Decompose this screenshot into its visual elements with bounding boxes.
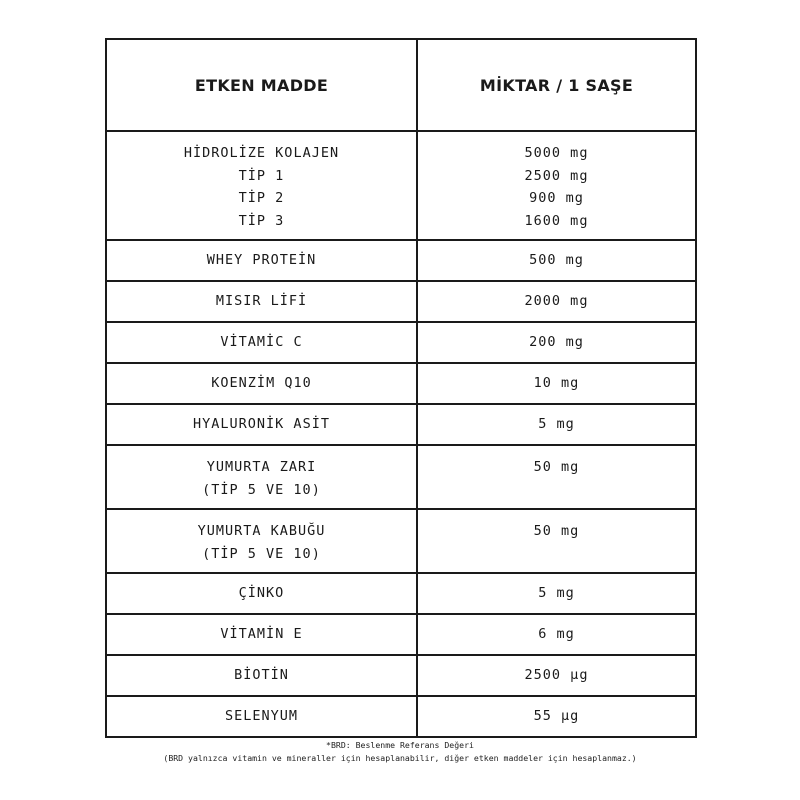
amount-cell (417, 363, 696, 404)
ingredient-text: MISIR LİFİ (215, 293, 308, 310)
table-row (106, 445, 696, 509)
table-row (106, 131, 696, 240)
amount-text: 5 mg (538, 585, 575, 602)
table-row (106, 363, 696, 404)
amount-cell (417, 404, 696, 445)
ingredient-cell (106, 322, 417, 363)
amount-cell (417, 322, 696, 363)
ingredient-text: (TİP 5 VE 10) (202, 481, 321, 498)
ingredient-cell (106, 614, 417, 655)
header-amount: MİKTAR / 1 SAŞE (417, 39, 696, 131)
ingredient-cell (106, 509, 417, 573)
amount-text: 5 mg (538, 416, 575, 433)
ingredient-text: HİDROLİZE KOLAJEN (183, 145, 340, 161)
ingredient-cell (106, 281, 417, 322)
footnotes (0, 739, 800, 765)
ingredient-text: HYALURONİK ASİT (193, 416, 330, 433)
amount-cell (417, 655, 696, 696)
ingredient-text: TİP 2 (238, 190, 285, 206)
ingredient-text: VİTAMİC C (220, 334, 303, 351)
ingredient-cell (106, 573, 417, 614)
amount-cell (417, 614, 696, 655)
amount-text: 50 mg (533, 459, 580, 475)
amount-text: 1600 mg (524, 212, 589, 229)
ingredients-table (105, 38, 697, 738)
table-row (106, 655, 696, 696)
ingredient-text: ÇİNKO (238, 585, 285, 602)
amount-cell (417, 131, 696, 240)
table-row (106, 614, 696, 655)
amount-text: 10 mg (533, 375, 580, 392)
table-row (106, 696, 696, 737)
amount-cell (417, 696, 696, 737)
ingredient-cell (106, 696, 417, 737)
amount-text: 200 mg (529, 334, 584, 351)
ingredient-cell (106, 240, 417, 281)
amount-cell (417, 281, 696, 322)
ingredient-text: SELENYUM (224, 708, 299, 725)
ingredient-text: WHEY PROTEİN (206, 252, 317, 269)
ingredient-text: BİOTİN (234, 667, 289, 684)
amount-text: 6 mg (538, 626, 575, 643)
ingredient-cell (106, 131, 417, 240)
amount-text: 2500 mg (524, 167, 589, 184)
ingredient-text: KOENZİM Q10 (211, 375, 312, 392)
footnote-brd-definition: *BRD: Beslenme Referans Değeri (326, 740, 474, 750)
ingredient-text: YUMURTA ZARI (206, 459, 317, 475)
ingredient-cell (106, 363, 417, 404)
table-row (106, 281, 696, 322)
ingredient-text: TİP 3 (238, 212, 285, 229)
amount-text: 900 mg (529, 190, 584, 206)
ingredient-text: YUMURTA KABUĞU (197, 523, 326, 539)
table-body (106, 131, 696, 737)
ingredient-text: VİTAMİN E (220, 626, 303, 643)
ingredient-cell (106, 445, 417, 509)
amount-text: 2500 µg (524, 667, 589, 684)
amount-cell (417, 240, 696, 281)
amount-text: 2000 mg (524, 293, 589, 310)
table-row (106, 240, 696, 281)
amount-cell (417, 445, 696, 509)
amount-text: 55 µg (533, 708, 580, 725)
amount-text: 500 mg (529, 252, 584, 269)
footnote-brd-note: (BRD yalnızca vitamin ve mineraller için hesaplanabilir, diğer etken maddeler için hesaplanmaz.) (163, 753, 637, 763)
ingredient-cell (106, 404, 417, 445)
ingredient-cell (106, 655, 417, 696)
header-row (106, 39, 696, 131)
amount-text: 50 mg (533, 523, 580, 539)
table-row (106, 404, 696, 445)
amount-text: 5000 mg (524, 145, 589, 161)
amount-cell (417, 509, 696, 573)
amount-cell (417, 573, 696, 614)
header-ingredient: ETKEN MADDE (106, 39, 417, 131)
table-row (106, 573, 696, 614)
ingredient-text: TİP 1 (238, 167, 285, 184)
ingredient-text: (TİP 5 VE 10) (202, 545, 321, 562)
table-row (106, 509, 696, 573)
table-row (106, 322, 696, 363)
